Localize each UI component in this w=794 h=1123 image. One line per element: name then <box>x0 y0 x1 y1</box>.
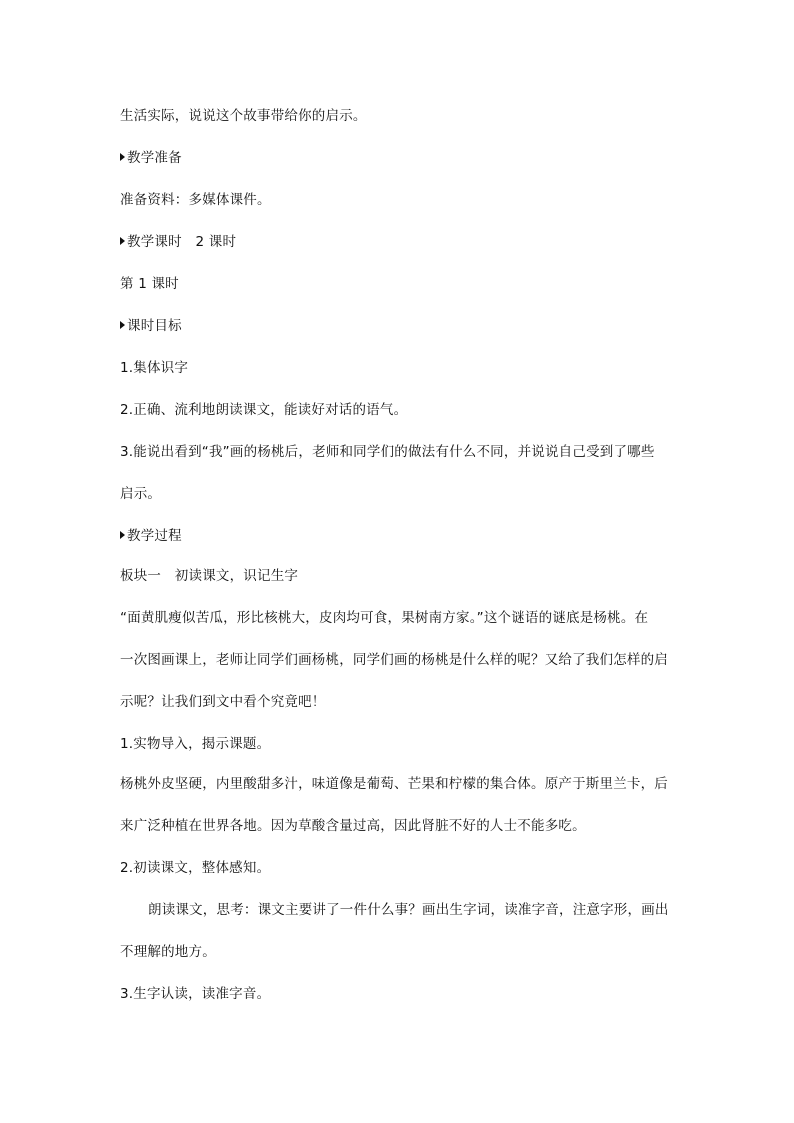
step-heading-2: 2.初读课文，整体感知。 <box>120 860 271 876</box>
section-heading-text: 教学课时 2 课时 <box>127 234 237 250</box>
bullet-triangle-icon <box>120 237 125 245</box>
paragraph-line: “面黄肌瘦似苦瓜，形比核桃大，皮肉均可食，果树南方家。”这个谜语的谜底是杨桃。在 <box>120 610 649 626</box>
paragraph-line: 一次图画课上，老师让同学们画杨桃，同学们画的杨桃是什么样的呢？又给了我们怎样的启 <box>120 652 668 668</box>
section-heading-text: 课时目标 <box>127 318 182 334</box>
lesson-heading: 第 1 课时 <box>120 276 179 292</box>
paragraph-line-indented: 朗读课文，思考：课文主要讲了一件什么事？画出生字词，读准字音，注意字形，画出 <box>148 902 669 918</box>
text-line: 准备资料：多媒体课件。 <box>120 192 271 208</box>
section-heading-teaching-hours <box>120 232 680 252</box>
goal-item-2: 2.正确、流利地朗读课文，能读好对话的语气。 <box>120 402 408 418</box>
section-heading-text: 教学准备 <box>127 150 182 166</box>
paragraph-line: 示呢？让我们到文中看个究竟吧！ <box>120 694 326 710</box>
bullet-triangle-icon <box>120 153 125 161</box>
step-heading-3: 3.生字认读，读准字音。 <box>120 986 271 1002</box>
text-line: 生活实际，说说这个故事带给你的启示。 <box>120 108 367 124</box>
step-heading-1: 1.实物导入，揭示课题。 <box>120 736 271 752</box>
paragraph-line: 来广泛种植在世界各地。因为草酸含量过高，因此肾脏不好的人士不能多吃。 <box>120 818 586 834</box>
paragraph-line: 不理解的地方。 <box>120 944 216 960</box>
block-heading: 板块一 初读课文，识记生字 <box>120 568 299 584</box>
section-heading-text: 教学过程 <box>127 528 182 544</box>
bullet-triangle-icon <box>120 321 125 329</box>
goal-item-1: 1.集体识字 <box>120 360 189 376</box>
goal-item-3: 3.能说出看到“我”画的杨桃后，老师和同学们的做法有什么不同，并说说自己受到了哪些 <box>120 444 655 460</box>
goal-item-3-continued: 启示。 <box>120 486 162 502</box>
bullet-triangle-icon <box>120 531 125 539</box>
section-heading-teaching-process <box>120 526 680 546</box>
paragraph-line: 杨桃外皮坚硬，内里酸甜多汁，味道像是葡萄、芒果和柠檬的集合体。原产于斯里兰卡，后 <box>120 776 668 792</box>
section-heading-teaching-preparation <box>120 148 680 168</box>
section-heading-lesson-goals <box>120 316 680 336</box>
